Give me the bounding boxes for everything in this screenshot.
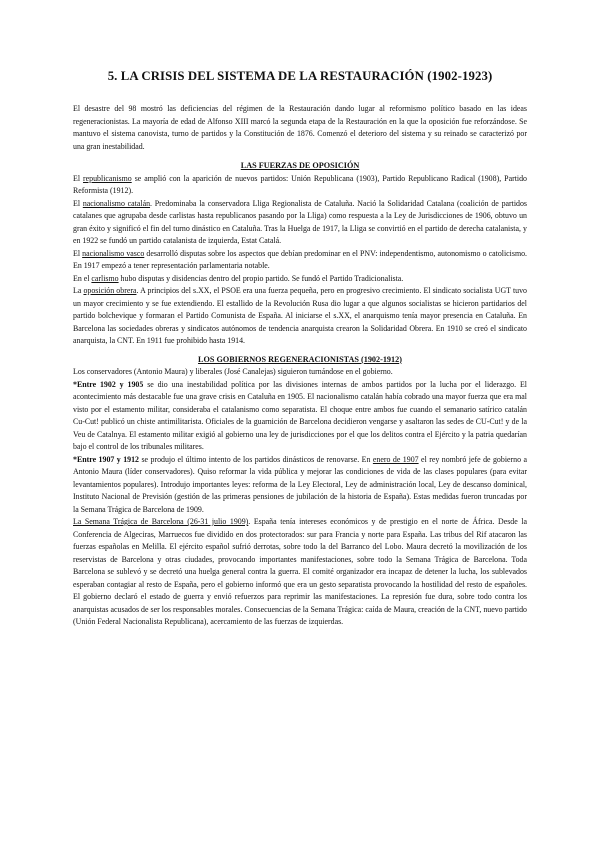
term-nacionalismo-catalan: nacionalismo catalán: [82, 198, 151, 208]
text: se dio una inestabilidad política por las divisiones internas de ambos partidos por la lucha por el liderazgo. El acontecimiento más destacable fue una grave crisis en Cataluña en 1905. El nacionalismo catalán había cobrado una mayor fuerza que era mal visto por el estamento militar, consideraba el catalanismo como separatista. El choque entre ambos fue cuando el semanario satírico catalán Cu-Cut! publicó un chiste antimilitarista. Oficiales de la guarnición de Barcelona decidieron vengarse y asaltaron las sedes de CU-Cut! y de la Veu de Catalnya. El estamento militar exigió al gobierno una ley de jurisdicciones por el que los delitos contra el Ejército y la patria quedarían bajo el control de los tribunales militares.: [73, 379, 527, 451]
term-semana-tragica: La Semana Trágica de Barcelona (26-31 julio 1909): [73, 517, 249, 526]
term-nacionalismo-vasco: nacionalismo vasco: [82, 248, 145, 258]
paragraph-1907-1912: [73, 454, 527, 517]
term-republicanismo: republicanismo: [83, 173, 132, 183]
text: El: [73, 173, 84, 183]
spacer: [73, 153, 527, 160]
paragraph-nacionalismo-vasco: [73, 248, 527, 273]
text: se amplió con la aparición de nuevos partidos: Unión Republicana (1903), Partido Republicano Radical (1908), Partido Reformista (1912).: [73, 173, 527, 195]
term-enero-1907: enero de 1907: [372, 454, 419, 464]
section-heading-opposition: LAS FUERZAS DE OPOSICIÓN: [240, 161, 360, 170]
bold-period-1902-1905: *Entre 1902 y 1905: [73, 379, 144, 389]
text: desarrolló disputas sobre los aspectos que debían predominar en el PNV: independentismo, autonomismo o catolicismo. En 1917 empezó a tener representación parlamentaria notable.: [73, 248, 528, 270]
paragraph-1902-1905: [73, 379, 527, 454]
intro-paragraph: El desastre del 98 mostró las deficiencias del régimen de la Restauración dando lugar al reformismo político basado en las ideas regeneracionistas. La mayoría de edad de Alfonso XIII marcó la segunda etapa de la Restauración en la que la oposición fue reforzándose. Se mantuvo el sistema canovista, turno de partidos y la Constitución de 1876. Comenzó el deterioro del sistema y su reinado se caracterizó por una gran inestabilidad.: [73, 104, 527, 151]
paragraph-nacionalismo-catalan: [73, 198, 527, 248]
text: La: [73, 286, 84, 295]
text: . A principios del s.XX, el PSOE era una fuerza pequeña, pero en progresivo crecimiento. El sindicato socialista UGT tuvo un mayor crecimiento y se fue extendiendo. El estallido de la Revolución Rusa dio lugar a que algunos socialistas se hicieron partidarios del partido bolchevique y formaran el Partido Comunista de España. Al iniciarse el s.XX, el anarquismo tenía mayor presencia en Cataluña. En Barcelona las sociedades obreras y sindicatos autónomos de tendencia anarquista crearon la Solidaridad Obrera. En 1910 se creó el sindicato anarquista, la CNT. En 1911 fue prohibido hasta 1914.: [73, 286, 527, 345]
paragraph-semana-tragica: [73, 516, 527, 629]
text: En el: [73, 273, 92, 283]
section-heading-governments: LOS GOBIERNOS REGENERACIONISTAS (1902-1912): [198, 354, 402, 364]
text: El: [73, 198, 83, 208]
bold-period-1907-1912: *Entre 1907 y 1912: [73, 454, 139, 464]
document-title: 5. LA CRISIS DEL SISTEMA DE LA RESTAURACIÓN (1902-1923): [107, 69, 493, 83]
paragraph-conservadores-liberales: Los conservadores (Antonio Maura) y liberales (José Canalejas) siguieron turnándose en el gobierno.: [73, 367, 393, 376]
paragraph-republicanismo: [73, 173, 527, 198]
text: se produjo el último intento de los partidos dinásticos de renovarse. En: [139, 454, 373, 464]
document-page: [73, 68, 527, 629]
paragraph-carlismo: [73, 273, 527, 286]
term-carlismo: carlismo: [91, 273, 119, 283]
text: hubo disputas y disidencias dentro del propio partido. Se fundó el Partido Tradicionalista.: [118, 273, 404, 283]
text: . Predominaba la conservadora Lliga Regionalista de Cataluña. Nació la Solidaridad Catalana (coalición de partidos catalanes que agrupaba desde carlistas hasta republicanos pasando por la Lliga) como respuesta a la Ley de Jurisdicciones de 1906, obtuvo un gran éxito y significó el fin del turno dinástico en Cataluña. Tras la Huelga de 1917, la Lliga se convirtió en el partido de derecha catalanista, y en 1922 se fundó un partido catalanista de izquierda, Estat Catalá.: [73, 198, 527, 245]
text: El: [73, 248, 83, 258]
term-oposicion-obrera: oposición obrera: [83, 286, 137, 295]
text: . España tenía intereses económicos y de prestigio en el norte de África. Desde la Conferencia de Algeciras, Marruecos fue dividido en dos protectorados: sur para Francia y norte para España. Las tribus del Rif atacaron las fuerzas españolas en Melilla. El ejército español sufrió derrotas, sobre todo la del Barranco del Lobo. Maura decretó la movilización de los reservistas de Barcelona y otras ciudades, provocando importantes manifestaciones, sobre todo la Semana Trágica de Barcelona. Toda Barcelona se sublevó y se decretó una huelga general contra la guerra. El comité organizador era incapaz de detener la lucha, los sublevados esperaban contagiar al resto de España, pero el gobierno informó que era un gesto separatista provocando la hostilidad del resto de españoles. El gobierno declaró el estado de guerra y envió refuerzos para reprimir las manifestaciones. La represión fue dura, sobre todo contra los anarquistas acusados de ser los responsables morales. Consecuencias de la Semana Trágica: caída de Maura, creación de la CNT, nuevo partido (Unión Federal Nacionalista Republicana), acercamiento de las fuerzas de izquierdas.: [73, 517, 527, 626]
paragraph-oposicion-obrera: [73, 285, 527, 348]
text: el rey nombró jefe de gobierno a Antonio Maura (líder conservadores). Quiso reformar la vida pública y mejorar las condiciones de vida de las clases populares (para evitar levantamientos populares). Introdujo importantes leyes: reforma de la Ley Electoral, Ley de administración local, Ley de descanso dominical, Instituto Nacional de Previsión (gestión de las primeras pensiones de jubilación de la historia de España). Estas medidas fueron truncadas por la Semana Trágica de Barcelona de 1909.: [73, 454, 528, 514]
